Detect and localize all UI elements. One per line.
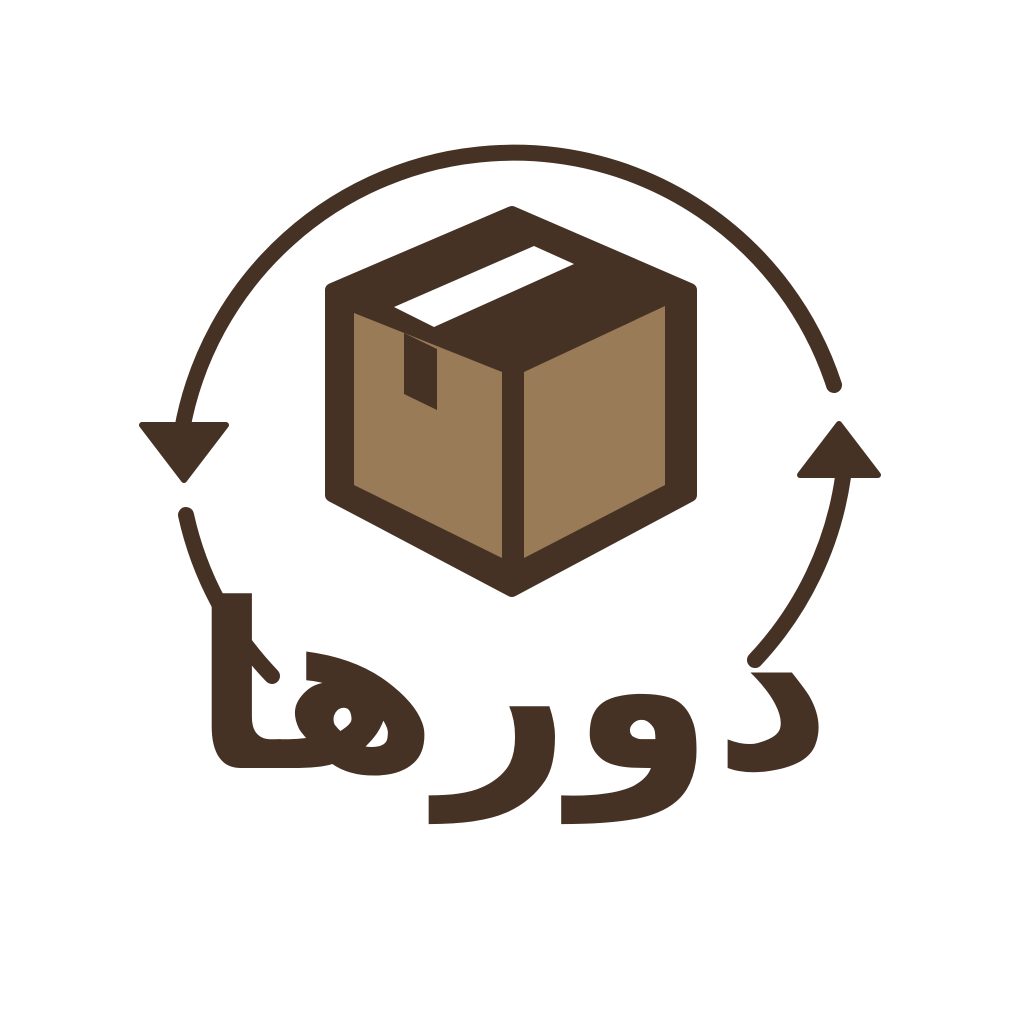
arrowhead-right-icon	[800, 424, 878, 475]
arrowhead-left-icon	[142, 425, 226, 480]
cardboard-box-icon	[332, 213, 690, 590]
brand-wordmark: دورها	[192, 556, 832, 823]
